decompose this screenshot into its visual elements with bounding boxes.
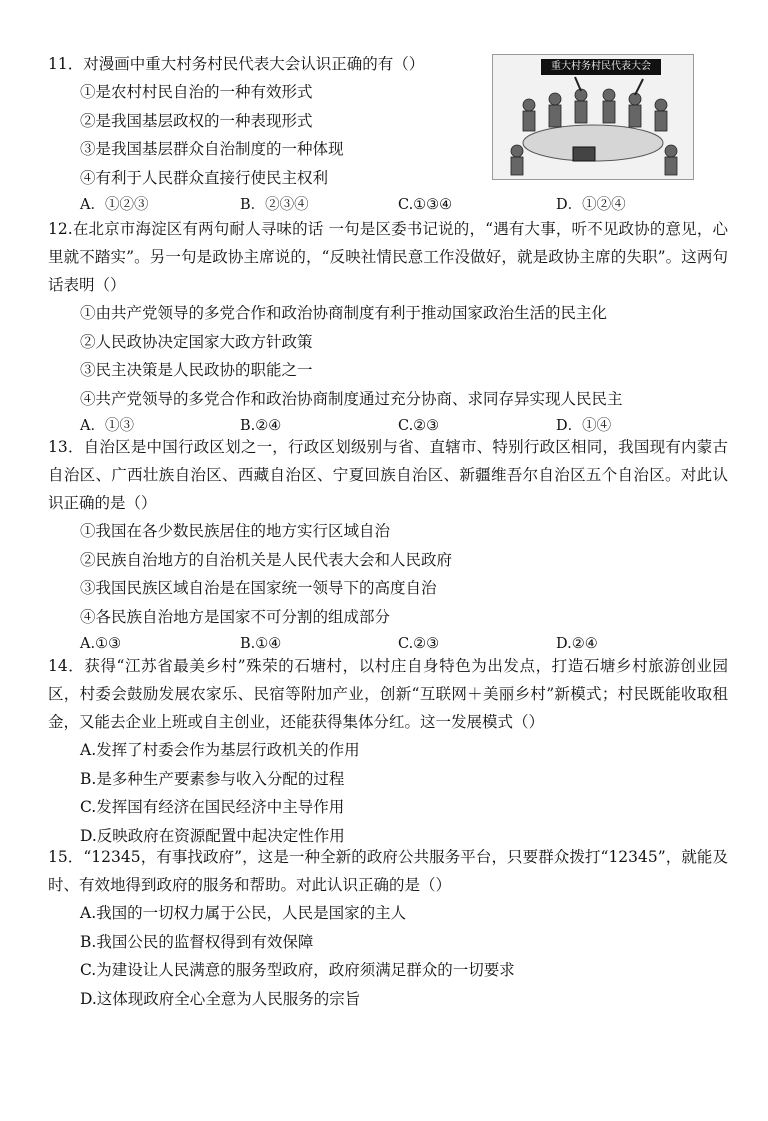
q15-choice-b: B.我国公民的监督权得到有效保障: [80, 932, 314, 951]
q12-item-3: ③民主决策是人民政协的职能之一: [80, 361, 313, 379]
question-11-stem: 11．对漫画中重大村务村民代表大会认识正确的有（）: [48, 55, 425, 73]
q11-item-4: ④有利于人民群众直接行使民主权利: [80, 168, 329, 187]
q13-option-c: C.②③: [398, 636, 440, 652]
q13-option-d: D.②④: [556, 636, 598, 652]
question-13-stem: 13．自治区是中国行政区划之一，行政区划级别与省、直辖市、特别行政区相同，我国现有内蒙古自治区、广西壮族自治区、西藏自治区、宁夏回族自治区、新疆维吾尔自治区五个自治区。对此认识正确的是（）: [48, 438, 728, 512]
q15-choice-d: D.这体现政府全心全意为人民服务的宗旨: [80, 989, 361, 1008]
q13-item-4: ④各民族自治地方是国家不可分割的组成部分: [80, 607, 391, 626]
q13-item-3: ③我国民族区域自治是在国家统一领导下的高度自治: [80, 579, 437, 597]
q12-option-d: D．①④: [556, 418, 612, 434]
question-12: [48, 215, 728, 439]
q12-option-c: C.②③: [398, 418, 440, 434]
question-13: [48, 433, 728, 657]
q12-item-1: ①由共产党领导的多党合作和政治协商制度有利于推动国家政治生活的民主化: [80, 304, 608, 322]
q13-item-2: ②民族自治地方的自治机关是人民代表大会和人民政府: [80, 550, 453, 569]
q15-choice-a: A.我国的一切权力属于公民，人民是国家的主人: [80, 904, 407, 922]
q11-option-c: C.①③④: [398, 197, 453, 213]
q11-item-1: ①是农村村民自治的一种有效形式: [80, 83, 313, 101]
q12-option-a: A．①③: [80, 418, 134, 434]
q14-choice-a: A.发挥了村委会作为基层行政机关的作用: [80, 741, 360, 759]
q12-item-2: ②人民政协决定国家大政方针政策: [80, 332, 313, 351]
meeting-cartoon-image: [492, 54, 694, 180]
q15-choice-c: C.为建设让人民满意的服务型政府，政府须满足群众的一切要求: [80, 961, 515, 979]
q13-option-a: A.①③: [80, 636, 122, 652]
q12-item-4: ④共产党领导的多党合作和政治协商制度通过充分协商、求同存异实现人民民主: [80, 389, 623, 408]
q14-choice-c: C.发挥国有经济在国民经济中主导作用: [80, 798, 345, 816]
q13-item-1: ①我国在各少数民族居住的地方实行区域自治: [80, 522, 391, 540]
question-14-stem: 14．获得“江苏省最美乡村”殊荣的石塘村，以村庄自身特色为出发点，打造石塘乡村旅游创业园区，村委会鼓励发展农家乐、民宿等附加产业，创新“互联网＋美丽乡村”新模式；村民既能收取租金，又能去企业上班或自主创业，还能获得集体分红。这一发展模式（）: [48, 657, 728, 731]
q11-item-2: ②是我国基层政权的一种表现形式: [80, 111, 313, 130]
q14-choice-b: B.是多种生产要素参与收入分配的过程: [80, 769, 345, 788]
question-15-stem: 15．“12345，有事找政府”，这是一种全新的政府公共服务平台，只要群众拨打“12345”，就能及时、有效地得到政府的服务和帮助。对此认识正确的是（）: [48, 848, 728, 894]
q14-choice-d: D.反映政府在资源配置中起决定性作用: [80, 826, 345, 845]
q11-option-b: B．②③④: [240, 197, 309, 213]
q11-item-3: ③是我国基层群众自治制度的一种体现: [80, 140, 344, 158]
q13-option-b: B.①④: [240, 636, 282, 652]
question-14: [48, 652, 728, 850]
q12-option-b: B.②④: [240, 418, 282, 434]
q11-option-a: A．①②③: [80, 197, 149, 213]
q11-option-d: D．①②④: [556, 197, 626, 213]
cartoon-banner: 重大村务村民代表大会: [541, 59, 661, 75]
question-12-stem: 12.在北京市海淀区有两句耐人寻味的话 一句是区委书记说的，“遇有大事，听不见政协的意见，心里就不踏实”。另一句是政协主席说的，“反映社情民意工作没做好，就是政协主席的失职”。这两句话表明（）: [48, 220, 728, 294]
question-15: [48, 843, 728, 1013]
